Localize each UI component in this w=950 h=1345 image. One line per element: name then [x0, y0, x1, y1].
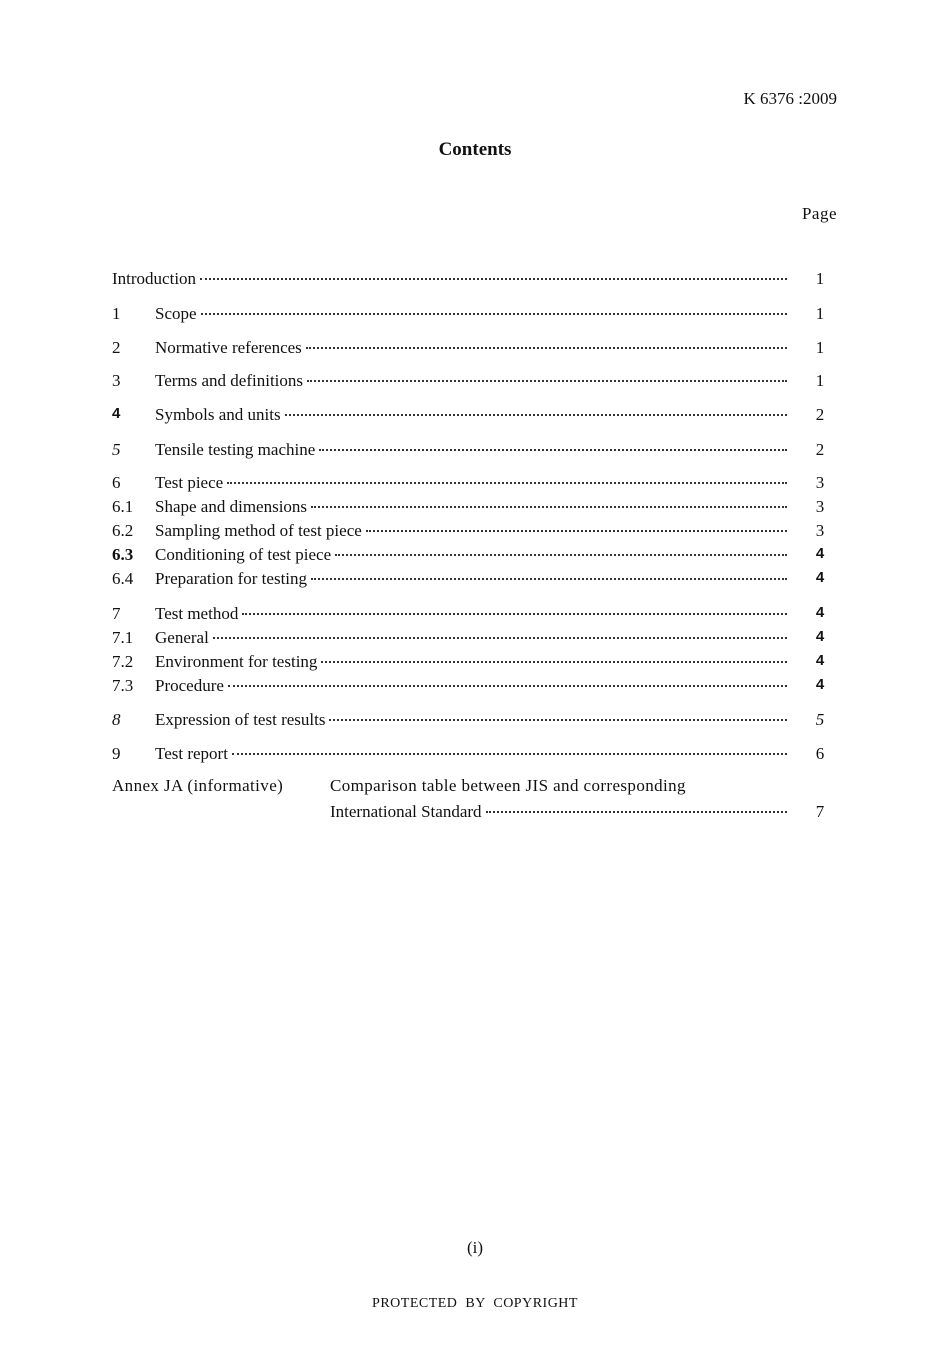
- toc-entry-number: 3: [112, 371, 121, 390]
- toc-entry-page: 4: [815, 676, 825, 693]
- toc-entry-7-2[interactable]: [0, 652, 950, 676]
- toc-entry-introduction[interactable]: [0, 269, 950, 293]
- toc-entry-number: 5: [112, 440, 121, 459]
- toc-entry-title: Test report: [155, 744, 228, 763]
- toc-entry-page: 3: [815, 497, 825, 516]
- toc-entry-title: Terms and definitions: [155, 371, 304, 390]
- toc-entry-8[interactable]: [0, 710, 950, 734]
- toc-entry-page: 4: [815, 569, 825, 586]
- toc-entry-page: 1: [815, 269, 825, 288]
- copyright-notice: PROTECTED BY COPYRIGHT: [372, 1296, 578, 1311]
- standard-id: K 6376 :2009: [743, 89, 837, 108]
- toc-entry-title: Test piece: [155, 473, 224, 492]
- page-title: Contents: [438, 139, 512, 160]
- page-column-label: Page: [801, 204, 837, 223]
- page-number: (i): [466, 1238, 484, 1257]
- toc-entry-page: 4: [815, 604, 825, 621]
- toc-entry-7[interactable]: [0, 604, 950, 628]
- dot-leader: [227, 482, 787, 484]
- toc-entry-6-2[interactable]: [0, 521, 950, 545]
- toc-entry-title: Expression of test results: [155, 710, 326, 729]
- annex-label: Annex JA (informative): [112, 776, 284, 795]
- dot-leader: [200, 278, 787, 280]
- toc-entry-page: 4: [815, 628, 825, 645]
- toc-entry-number: 6.2: [112, 521, 134, 540]
- toc-entry-number: 8: [112, 710, 121, 729]
- toc-entry-page: 2: [815, 440, 825, 459]
- toc-entry-page: 4: [815, 545, 825, 562]
- toc-entry-number: 6.4: [112, 569, 134, 588]
- toc-entry-page: 1: [815, 304, 825, 323]
- toc-entry-page: 4: [815, 652, 825, 669]
- toc-entry-title: Test method: [155, 604, 239, 623]
- toc-entry-3[interactable]: [0, 371, 950, 395]
- toc-entry-title: Shape and dimensions: [155, 497, 308, 516]
- toc-entry-number: 7: [112, 604, 121, 623]
- toc-entry-title: Scope: [155, 304, 197, 323]
- toc-entry-title: Conditioning of test piece: [155, 545, 332, 564]
- dot-leader: [319, 449, 787, 451]
- toc-entry-number: 6.1: [112, 497, 134, 516]
- toc-entry-number: 9: [112, 744, 121, 763]
- dot-leader: [306, 347, 787, 349]
- toc-entry-6-3[interactable]: [0, 545, 950, 569]
- annex-title-line1: Comparison table between JIS and corresponding: [330, 776, 686, 795]
- toc-entry-page: 2: [815, 405, 825, 424]
- dot-leader: [335, 554, 787, 556]
- toc-entry-title: Environment for testing: [155, 652, 318, 671]
- toc-entry-4[interactable]: [0, 405, 950, 429]
- toc-entry-number: 7.1: [112, 628, 134, 647]
- toc-entry-title: General: [155, 628, 209, 647]
- toc-entry-title: Preparation for testing: [155, 569, 308, 588]
- toc-entry-page: 1: [815, 371, 825, 390]
- toc-entry-title: Symbols and units: [155, 405, 281, 424]
- dot-leader: [285, 414, 787, 416]
- dot-leader: [213, 637, 787, 639]
- toc-entry-9[interactable]: [0, 744, 950, 768]
- dot-leader: [366, 530, 787, 532]
- toc-entry-number: 6.3: [112, 545, 134, 564]
- toc-entry-number: 7.3: [112, 676, 134, 695]
- dot-leader: [232, 753, 787, 755]
- toc-entry-number: 4: [112, 405, 121, 422]
- annex-page: 7: [815, 802, 825, 821]
- toc-entry-2[interactable]: [0, 338, 950, 362]
- dot-leader: [486, 811, 787, 813]
- dot-leader: [311, 506, 787, 508]
- toc-entry-6-4[interactable]: [0, 569, 950, 593]
- toc-entry-1[interactable]: [0, 304, 950, 328]
- dot-leader: [242, 613, 787, 615]
- toc-entry-title: Tensile testing machine: [155, 440, 316, 459]
- toc-entry-title: Sampling method of test piece: [155, 521, 362, 540]
- toc-entry-title: Introduction: [112, 269, 197, 288]
- toc-entry-number: 6: [112, 473, 121, 492]
- toc-entry-7-3[interactable]: [0, 676, 950, 700]
- dot-leader: [201, 313, 787, 315]
- dot-leader: [321, 661, 787, 663]
- toc-entry-number: 1: [112, 304, 121, 323]
- dot-leader: [307, 380, 787, 382]
- dot-leader: [311, 578, 787, 580]
- dot-leader: [228, 685, 787, 687]
- toc-entry-page: 3: [815, 473, 825, 492]
- toc-entry-number: 7.2: [112, 652, 134, 671]
- toc-entry-5[interactable]: [0, 440, 950, 464]
- toc-entry-7-1[interactable]: [0, 628, 950, 652]
- dot-leader: [329, 719, 787, 721]
- toc-entry-page: 1: [815, 338, 825, 357]
- toc-entry-title: Normative references: [155, 338, 302, 357]
- toc-entry-title: Procedure: [155, 676, 224, 695]
- toc-entry-6-1[interactable]: [0, 497, 950, 521]
- toc-entry-page: 5: [815, 710, 825, 729]
- toc-entry-number: 2: [112, 338, 121, 357]
- toc-entry-page: 3: [815, 521, 825, 540]
- annex-title-line2: International Standard: [330, 802, 482, 821]
- toc-entry-page: 6: [815, 744, 825, 763]
- toc-entry-6[interactable]: [0, 473, 950, 497]
